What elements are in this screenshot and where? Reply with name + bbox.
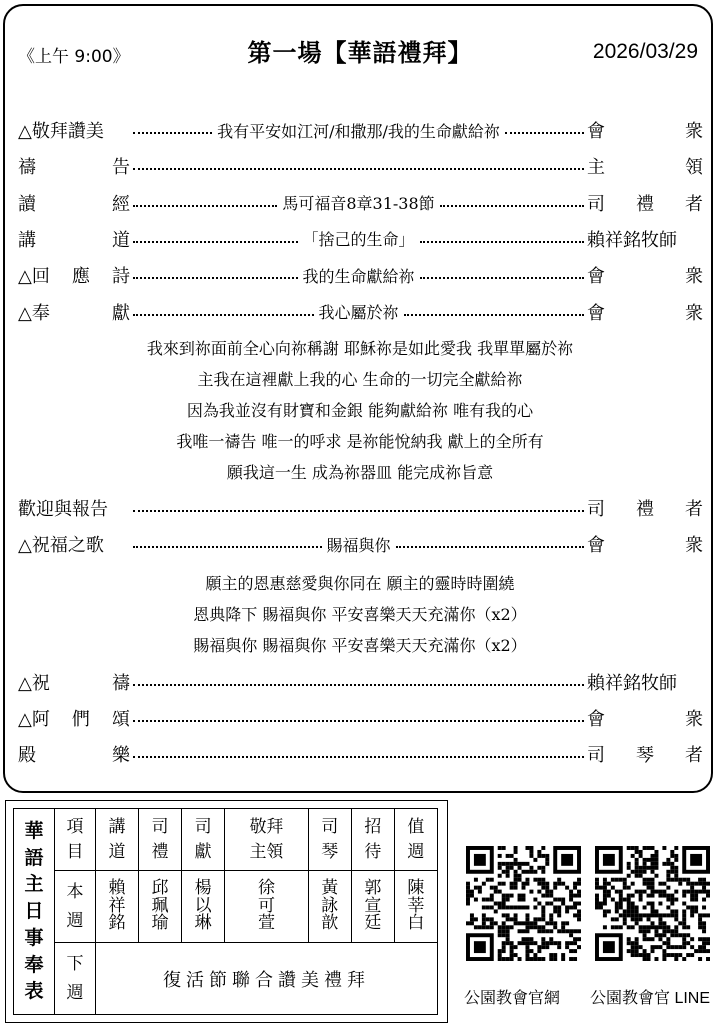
leader-dots [133,756,584,758]
leader-dots [133,546,322,548]
page-title: 第一場【華語禮拜】 [247,39,473,67]
service-item-leader: 司 琴 者 [587,745,703,766]
service-item [18,493,703,523]
roster-header: 招 待 [351,809,394,871]
offering-lyrics [0,333,720,488]
service-item [18,188,703,218]
next-week-label: 下 週 [55,943,96,1015]
leader-dots [505,132,584,134]
service-item-label: 讀 經 [18,193,130,215]
service-item-label: △敬拜讚美 [18,121,104,142]
service-item-content: 我心屬於祢 [318,303,399,322]
service-item [18,224,703,254]
service-item-content: 「捨己的生命」 [302,230,415,250]
service-item-leader: 會 衆 [587,121,704,142]
leader-dots [133,720,584,722]
roster-header: 司 獻 [182,809,225,871]
leader-dots [133,510,584,512]
leader-dots [133,314,314,316]
roster-header: 值 週 [394,809,437,871]
service-item [18,739,703,769]
service-item-label: △祝福之歌 [18,535,104,556]
service-item-content: 馬可福音8章31-38節 [282,194,435,214]
service-item [18,260,703,290]
service-item-label: 講 道 [18,229,130,251]
lyric-line: 願主的恩惠慈愛與你同在 願主的靈時時圍繞 [205,574,515,593]
roster-name: 黃 詠 歆 [308,871,351,943]
leader-dots [420,241,585,243]
service-item-leader: 主 領 [587,157,703,179]
leader-dots [420,277,585,279]
service-item-label: △回 應 詩 [18,266,130,288]
leader-dots [133,168,584,170]
lyric-line: 主我在這裡獻上我的心 生命的一切完全獻給祢 [197,370,523,389]
roster-name: 邱 珮 瑜 [139,871,182,943]
service-date: 2026/03/29 [592,40,698,63]
leader-dots [404,314,585,316]
qr-code-icon[interactable] [595,846,710,961]
lyric-line: 我來到祢面前全心向祢稱謝 耶穌祢是如此愛我 我單單屬於祢 [146,339,574,358]
service-time: 《上午 9:00》 [18,47,130,67]
service-item-leader: 會 衆 [587,266,704,288]
qr-code-icon[interactable] [466,846,581,961]
service-item-label: 禱 告 [18,157,130,179]
blessing-lyrics [0,568,720,661]
leader-dots [133,205,277,207]
lyric-line: 我唯一禱告 唯一的呼求 是祢能悅納我 獻上的全所有 [176,432,544,451]
service-item-label: △奉 獻 [18,302,130,324]
this-week-label: 本 週 [55,871,96,943]
leader-dots [133,277,298,279]
service-item [18,297,703,327]
service-item-label: △阿 們 頌 [18,709,130,730]
roster-header: 敬拜 主領 [225,809,309,871]
roster-header: 司 琴 [308,809,351,871]
service-item-label: 歡迎與報告 [18,499,108,520]
service-item-label: 殿 樂 [18,745,130,766]
roster-name: 徐 可 萱 [225,871,309,943]
lyric-line: 願我這一生 成為祢器皿 能完成祢旨意 [226,463,494,482]
roster-name: 楊 以 琳 [182,871,225,943]
roster-header: 講 道 [96,809,139,871]
roster-header: 項 目 [55,809,96,871]
service-item-content: 賜福與你 [326,535,391,555]
duty-roster-table [13,808,438,1015]
service-item [18,703,703,733]
service-item [18,529,703,559]
leader-dots [396,546,585,548]
service-item-leader: 賴祥銘牧師 [587,673,677,694]
roster-name: 陳 莘 白 [394,871,437,943]
next-week-note: 復活節聯合讚美禮拜 [96,943,438,1015]
leader-dots [440,205,584,207]
service-item-label: △祝 禱 [18,673,130,694]
roster-header: 司 禮 [139,809,182,871]
service-item-leader: 賴祥銘牧師 [587,229,678,251]
service-item [18,151,703,181]
lyric-line: 恩典降下 賜福與你 平安喜樂天天充滿你（x2） [193,605,527,624]
service-item-leader: 司 禮 者 [587,193,703,215]
roster-side-title: 華 語 主 日 事 奉 表 [14,809,55,1015]
roster-name: 賴 祥 銘 [96,871,139,943]
service-item [18,115,703,145]
qr-caption-line: 公園教會官 LINE [590,990,711,1007]
duty-roster-box [5,800,448,1023]
lyric-line: 賜福與你 賜福與你 平安喜樂天天充滿你（x2） [193,636,527,655]
service-item-content: 我的生命獻給祢 [302,266,415,286]
service-item-content: 我有平安如江河/和撒那/我的生命獻給祢 [217,121,500,141]
service-item-leader: 會 衆 [587,709,703,730]
leader-dots [133,684,584,686]
qr-caption-website: 公園教會官網 [464,990,561,1007]
leader-dots [133,241,298,243]
service-item [18,667,703,697]
service-item-leader: 司 禮 者 [587,499,703,520]
lyric-line: 因為我並沒有財寶和金銀 能夠獻給祢 唯有我的心 [186,401,534,420]
service-item-leader: 會 衆 [587,302,704,324]
roster-name: 郭 宣 廷 [351,871,394,943]
leader-dots [133,132,212,134]
service-item-leader: 會 衆 [587,535,704,556]
